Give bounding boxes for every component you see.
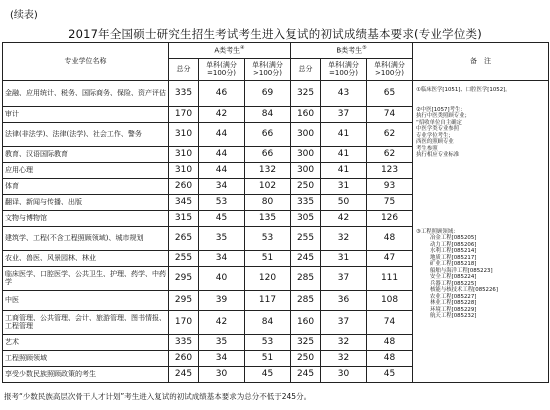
cell-a-total: 295 [169,291,199,311]
cell-a-s2: 102 [245,179,291,195]
cell-b-total: 160 [291,107,321,123]
note-line: 林业工程[085228] [430,300,477,307]
cell-b-total: 285 [291,267,321,291]
cell-a-s1: 46 [199,81,245,107]
cell-a-total: 260 [169,179,199,195]
cell-b-s1: 31 [321,179,367,195]
note-line: 中医学类专业参照 [416,126,460,133]
col-header-a-single-over100: 单科(满分>100分) [245,59,291,81]
cell-b-total: 285 [291,291,321,311]
note-line: 地质工程[085217] [430,254,477,261]
col-header-notes: 备 注 [413,43,549,81]
note-2 [416,107,545,159]
note-line: 冶金工程[085205] [430,235,477,242]
cell-b-total: 325 [291,81,321,107]
cell-a-total: 295 [169,267,199,291]
note-line: 考生参照 [416,145,438,152]
cell-b-total: 305 [291,211,321,227]
cell-a-s1: 34 [199,251,245,267]
note-line: 西医的照顾专业 [416,139,454,146]
footer-note: 报考“少数民族高层次骨干人才计划”考生进入复试的初试成绩基本要求为总分不低于245分。 [4,392,312,401]
cell-b-s1: 36 [321,291,367,311]
row-subject: 享受少数民族照顾政策的考生 [3,367,169,383]
cell-a-s2: 66 [245,147,291,163]
cell-b-s2: 62 [367,147,413,163]
cell-a-s2: 135 [245,211,291,227]
cell-b-s1: 41 [321,147,367,163]
cell-b-s2: 47 [367,251,413,267]
note-line: ①临床医学[1051]、口腔医学[1052]。 [416,87,511,93]
note-line: 水利工程[085214] [430,248,477,255]
note-line: 安全工程[085224] [430,274,477,281]
cell-b-s2: 48 [367,227,413,251]
cell-b-s1: 41 [321,123,367,147]
cell-b-total: 255 [291,227,321,251]
row-subject: 建筑学、工程(不含工程照顾领域)、城市规划 [3,227,169,251]
cell-b-total: 245 [291,251,321,267]
cell-a-total: 335 [169,81,199,107]
cell-b-total: 250 [291,179,321,195]
cell-b-s2: 75 [367,195,413,211]
row-subject: 法律(非法学)、法律(法学)、社会工作、警务 [3,123,169,147]
cell-a-total: 345 [169,195,199,211]
cell-b-s1: 43 [321,81,367,107]
cell-a-s2: 51 [245,351,291,367]
col-header-a-single100: 单科(满分=100分) [199,59,245,81]
cell-a-s2: 80 [245,195,291,211]
cell-a-s1: 44 [199,123,245,147]
row-subject: 应用心理 [3,163,169,179]
cell-a-total: 245 [169,367,199,383]
cell-b-s1: 32 [321,335,367,351]
cell-b-s2: 111 [367,267,413,291]
notes-column [413,81,549,383]
cell-a-s1: 34 [199,179,245,195]
cell-b-s2: 74 [367,311,413,335]
cell-a-s2: 120 [245,267,291,291]
row-subject: 金融、应用统计、税务、国际商务、保险、资产评估 [3,81,169,107]
note-line: 专业学位考生； [416,132,454,139]
cell-a-s2: 69 [245,81,291,107]
cell-a-s1: 40 [199,267,245,291]
row-subject: 文物与博物馆 [3,211,169,227]
col-header-b-single-over100: 单科(满分>100分) [367,59,413,81]
cell-b-s1: 32 [321,227,367,251]
score-table [2,42,549,383]
cell-a-s2: 51 [245,251,291,267]
cell-b-s2: 108 [367,291,413,311]
cell-a-s1: 44 [199,147,245,163]
row-subject: 工程照顾领域 [3,351,169,367]
cell-b-s2: 62 [367,123,413,147]
table-row [3,81,549,107]
cell-b-s1: 37 [321,267,367,291]
cell-b-total: 250 [291,351,321,367]
cell-b-s2: 123 [367,163,413,179]
cell-b-total: 160 [291,311,321,335]
cell-a-s1: 42 [199,107,245,123]
cell-b-s1: 30 [321,367,367,383]
cell-a-s2: 84 [245,107,291,123]
cell-b-total: 300 [291,123,321,147]
cell-b-total: 335 [291,195,321,211]
cell-a-s2: 53 [245,335,291,351]
row-subject: 教育、汉语国际教育 [3,147,169,163]
note-1 [416,87,545,93]
cell-b-s2: 48 [367,351,413,367]
cell-a-total: 255 [169,251,199,267]
cell-b-s2: 126 [367,211,413,227]
note-heading: ③工程照顾领域： [416,229,459,235]
note-line: 执行中医类照顾专业； [416,113,470,120]
cell-a-s1: 44 [199,163,245,179]
cell-a-total: 310 [169,147,199,163]
cell-b-total: 245 [291,367,321,383]
cell-a-s2: 45 [245,367,291,383]
cell-a-total: 310 [169,163,199,179]
cell-a-total: 315 [169,211,199,227]
row-subject: 艺术 [3,335,169,351]
note-line: 动力工程[085206] [430,241,477,248]
note-line: 核能与核技术工程[085226] [430,287,498,294]
cell-a-s1: 53 [199,195,245,211]
cell-b-s1: 42 [321,211,367,227]
col-header-b: B类考生⑤ [291,43,413,59]
col-header-b-total: 总分 [291,59,321,81]
cell-a-s1: 39 [199,291,245,311]
note-line: 执行相应专业标准 [416,152,460,159]
row-subject: 中医 [3,291,169,311]
cell-a-s1: 35 [199,227,245,251]
row-subject: 审计 [3,107,169,123]
note-3 [416,229,545,320]
col-header-a-total: 总分 [169,59,199,81]
cell-a-s1: 34 [199,351,245,367]
cell-b-s1: 32 [321,351,367,367]
cell-b-s1: 31 [321,251,367,267]
col-header-subject: 专业学位名称 [3,43,169,81]
cell-b-s2: 74 [367,107,413,123]
cell-b-s2: 65 [367,81,413,107]
cell-b-s1: 50 [321,195,367,211]
cell-b-s2: 48 [367,335,413,351]
cell-a-s2: 53 [245,227,291,251]
note-line: “招收单位自主确定 [416,119,462,126]
cell-a-total: 265 [169,227,199,251]
cell-b-total: 300 [291,147,321,163]
note-line: 环境工程[085229] [430,306,477,313]
cell-b-s2: 45 [367,367,413,383]
cell-a-s1: 35 [199,335,245,351]
cell-a-total: 170 [169,311,199,335]
cell-a-s2: 84 [245,311,291,335]
col-header-a: A类考生④ [169,43,291,59]
note-line: ②中医[1057]考生： [416,107,466,113]
col-header-b-single100: 单科(满分=100分) [321,59,367,81]
note-line: 兵器工程[085225] [430,280,477,287]
row-subject: 临床医学、口腔医学、公共卫生、护理、药学、中药学 [3,267,169,291]
cell-a-total: 260 [169,351,199,367]
cell-a-s1: 42 [199,311,245,335]
cell-b-s1: 37 [321,311,367,335]
cell-a-total: 335 [169,335,199,351]
row-subject: 农业、兽医、风景园林、林业 [3,251,169,267]
cell-b-s1: 37 [321,107,367,123]
cell-b-total: 300 [291,163,321,179]
row-subject: 体育 [3,179,169,195]
cell-a-s1: 45 [199,211,245,227]
note-line: 船舶与海洋工程[085223] [430,267,493,274]
cell-a-total: 170 [169,107,199,123]
note-line: 农业工程[085227] [430,293,477,300]
row-subject: 工商管理、公共管理、会计、旅游管理、图书情报、工程管理 [3,311,169,335]
cell-b-s1: 41 [321,163,367,179]
page-title: 2017年全国硕士研究生招生考试考生进入复试的初试成绩基本要求(专业学位类) [68,27,482,41]
note-line: 航天工程[085232] [430,313,477,320]
cell-a-s2: 66 [245,123,291,147]
note-line: 矿业工程[085218] [430,261,477,268]
cell-b-total: 325 [291,335,321,351]
cell-a-s2: 117 [245,291,291,311]
continued-label: (续表) [10,10,38,21]
cell-b-s2: 93 [367,179,413,195]
cell-a-total: 310 [169,123,199,147]
cell-a-s1: 30 [199,367,245,383]
row-subject: 翻译、新闻与传播、出版 [3,195,169,211]
cell-a-s2: 132 [245,163,291,179]
